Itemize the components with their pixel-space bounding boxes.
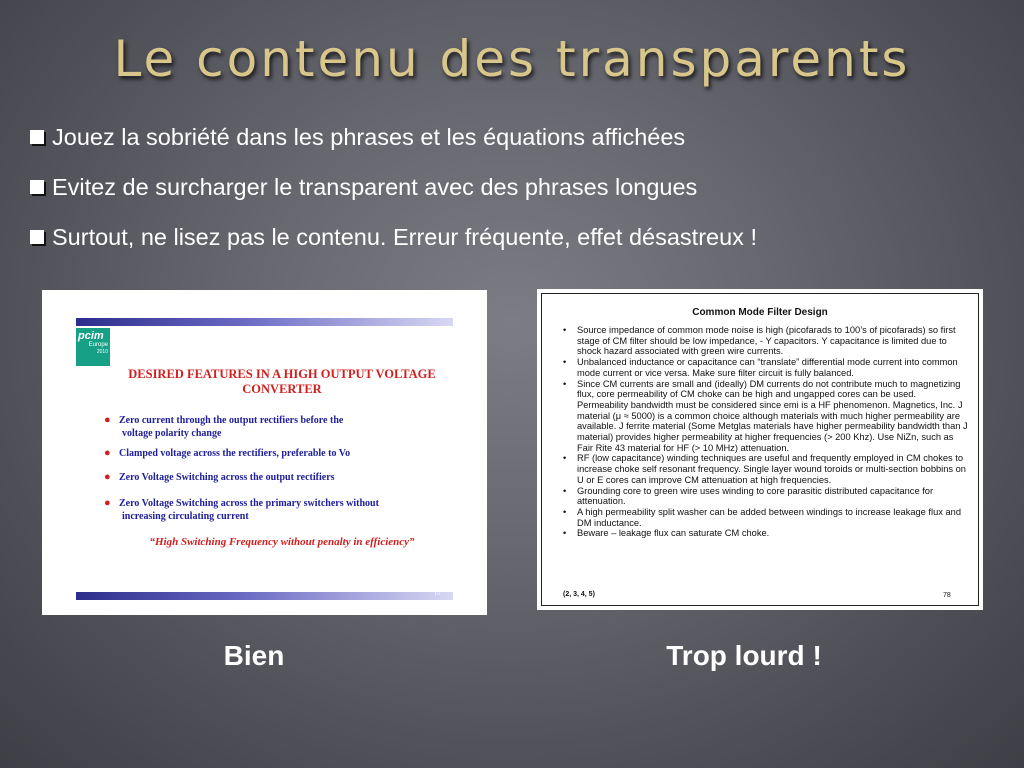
list-item: • Since CM currents are small and (ideally) DM currents do not contribute much to magnetizing flux, core permeability of CM choke can be high and ungapped cores can be used. Permeability bandwidth must be considered since emi is a HF phenomenon. Magnetics, Inc. J material (μ ≈ 5000) is a common choice although materials with much higher permeability are available. J ferrite material (Some Metglas materials have higher permeability bandwidth than J material) provides higher permeability at higher frequencies (> 200 Khz). Use NiZn, such as Fair Rite 43 material for HF (> 10 MHz) attenuation.: [561, 379, 969, 454]
bullet-text: Surtout, ne lisez pas le contenu. Erreur fréquente, effet désastreux !: [52, 223, 757, 250]
footer-bar: [76, 592, 453, 600]
pcim-logo: [76, 328, 110, 366]
bullet-dot-icon: ●: [104, 497, 111, 509]
list-item: [102, 497, 429, 523]
list-item: • A high permeability split washer can be added between windings to increase leakage flux and DM inductance.: [561, 507, 969, 528]
bullet-item: [30, 112, 757, 162]
list-item: • Grounding core to green wire uses winding to core parasitic distributed capacitance for attenuation.: [561, 486, 969, 507]
good-example-heading: [82, 367, 482, 396]
bad-example-slide: [537, 289, 983, 610]
bad-example-heading: Common Mode Filter Design: [692, 307, 828, 318]
good-caption: Bien: [223, 640, 285, 671]
page-number: 78: [943, 592, 951, 599]
references: (2, 3, 4, 5): [563, 591, 595, 598]
bullet-dot-icon: ●: [104, 414, 111, 426]
checkbox-bullet-icon: [30, 230, 44, 244]
list-item: • RF (low capacitance) winding techniques are useful and frequently employed in CM chokes to increase choke self resonant frequency. Single layer wound toroids or multi-section bobbins on U or E cores can improve CM attenuation at high frequencies.: [561, 453, 969, 485]
item-line: Zero current through the output rectifiers before the: [119, 415, 344, 426]
item-line: Clamped voltage across the rectifiers, preferable to Vo: [119, 448, 351, 459]
item-line: voltage polarity change: [122, 428, 222, 439]
bullet-dot-icon: ●: [104, 447, 111, 459]
good-example-slide: [42, 290, 487, 615]
logo-year-text: 2010: [96, 349, 108, 355]
bad-caption: Trop lourd !: [666, 640, 822, 671]
bullet-item: [30, 162, 757, 212]
good-example-quote: “High Switching Frequency without penalty in efficiency”: [149, 536, 415, 548]
item-line: increasing circulating current: [122, 511, 249, 522]
item-line: Zero Voltage Switching across the output rectifiers: [119, 472, 335, 483]
list-item: [102, 447, 429, 460]
bullet-list: [30, 112, 757, 262]
list-item: • Unbalanced inductance or capacitance can “translate” differential mode current into common mode current or vice versa. Make sure filter circuit is fully balanced.: [561, 357, 969, 378]
page-number: 15: [434, 591, 440, 597]
bullet-dot-icon: ●: [104, 471, 111, 483]
list-item: • Source impedance of common mode noise is high (picofarads to 100’s of picofarads) so first stage of CM filter should be low impedance, - Y capacitors. Y capacitance is limited due to shock hazard associated with green wire currents.: [561, 325, 969, 357]
header-bar: [76, 318, 453, 326]
bullet-item: [30, 212, 757, 262]
logo-main-text: pcim: [78, 330, 104, 342]
heading-line: DESIRED FEATURES IN A HIGH OUTPUT VOLTAGE: [128, 367, 436, 381]
logo-sub-text: Europe: [88, 342, 108, 348]
list-item: [102, 414, 429, 440]
item-line: Zero Voltage Switching across the primary switchers without: [119, 498, 379, 509]
heading-line: CONVERTER: [242, 381, 322, 396]
list-item: • Beware – leakage flux can saturate CM choke.: [561, 528, 969, 539]
slide-title: Le contenu des transparents: [113, 30, 911, 88]
dense-text-list: [561, 325, 969, 539]
checkbox-bullet-icon: [30, 130, 44, 144]
list-item: [102, 471, 429, 484]
checkbox-bullet-icon: [30, 180, 44, 194]
bullet-text: Evitez de surcharger le transparent avec des phrases longues: [52, 173, 698, 200]
bullet-text: Jouez la sobriété dans les phrases et les équations affichées: [52, 123, 686, 150]
